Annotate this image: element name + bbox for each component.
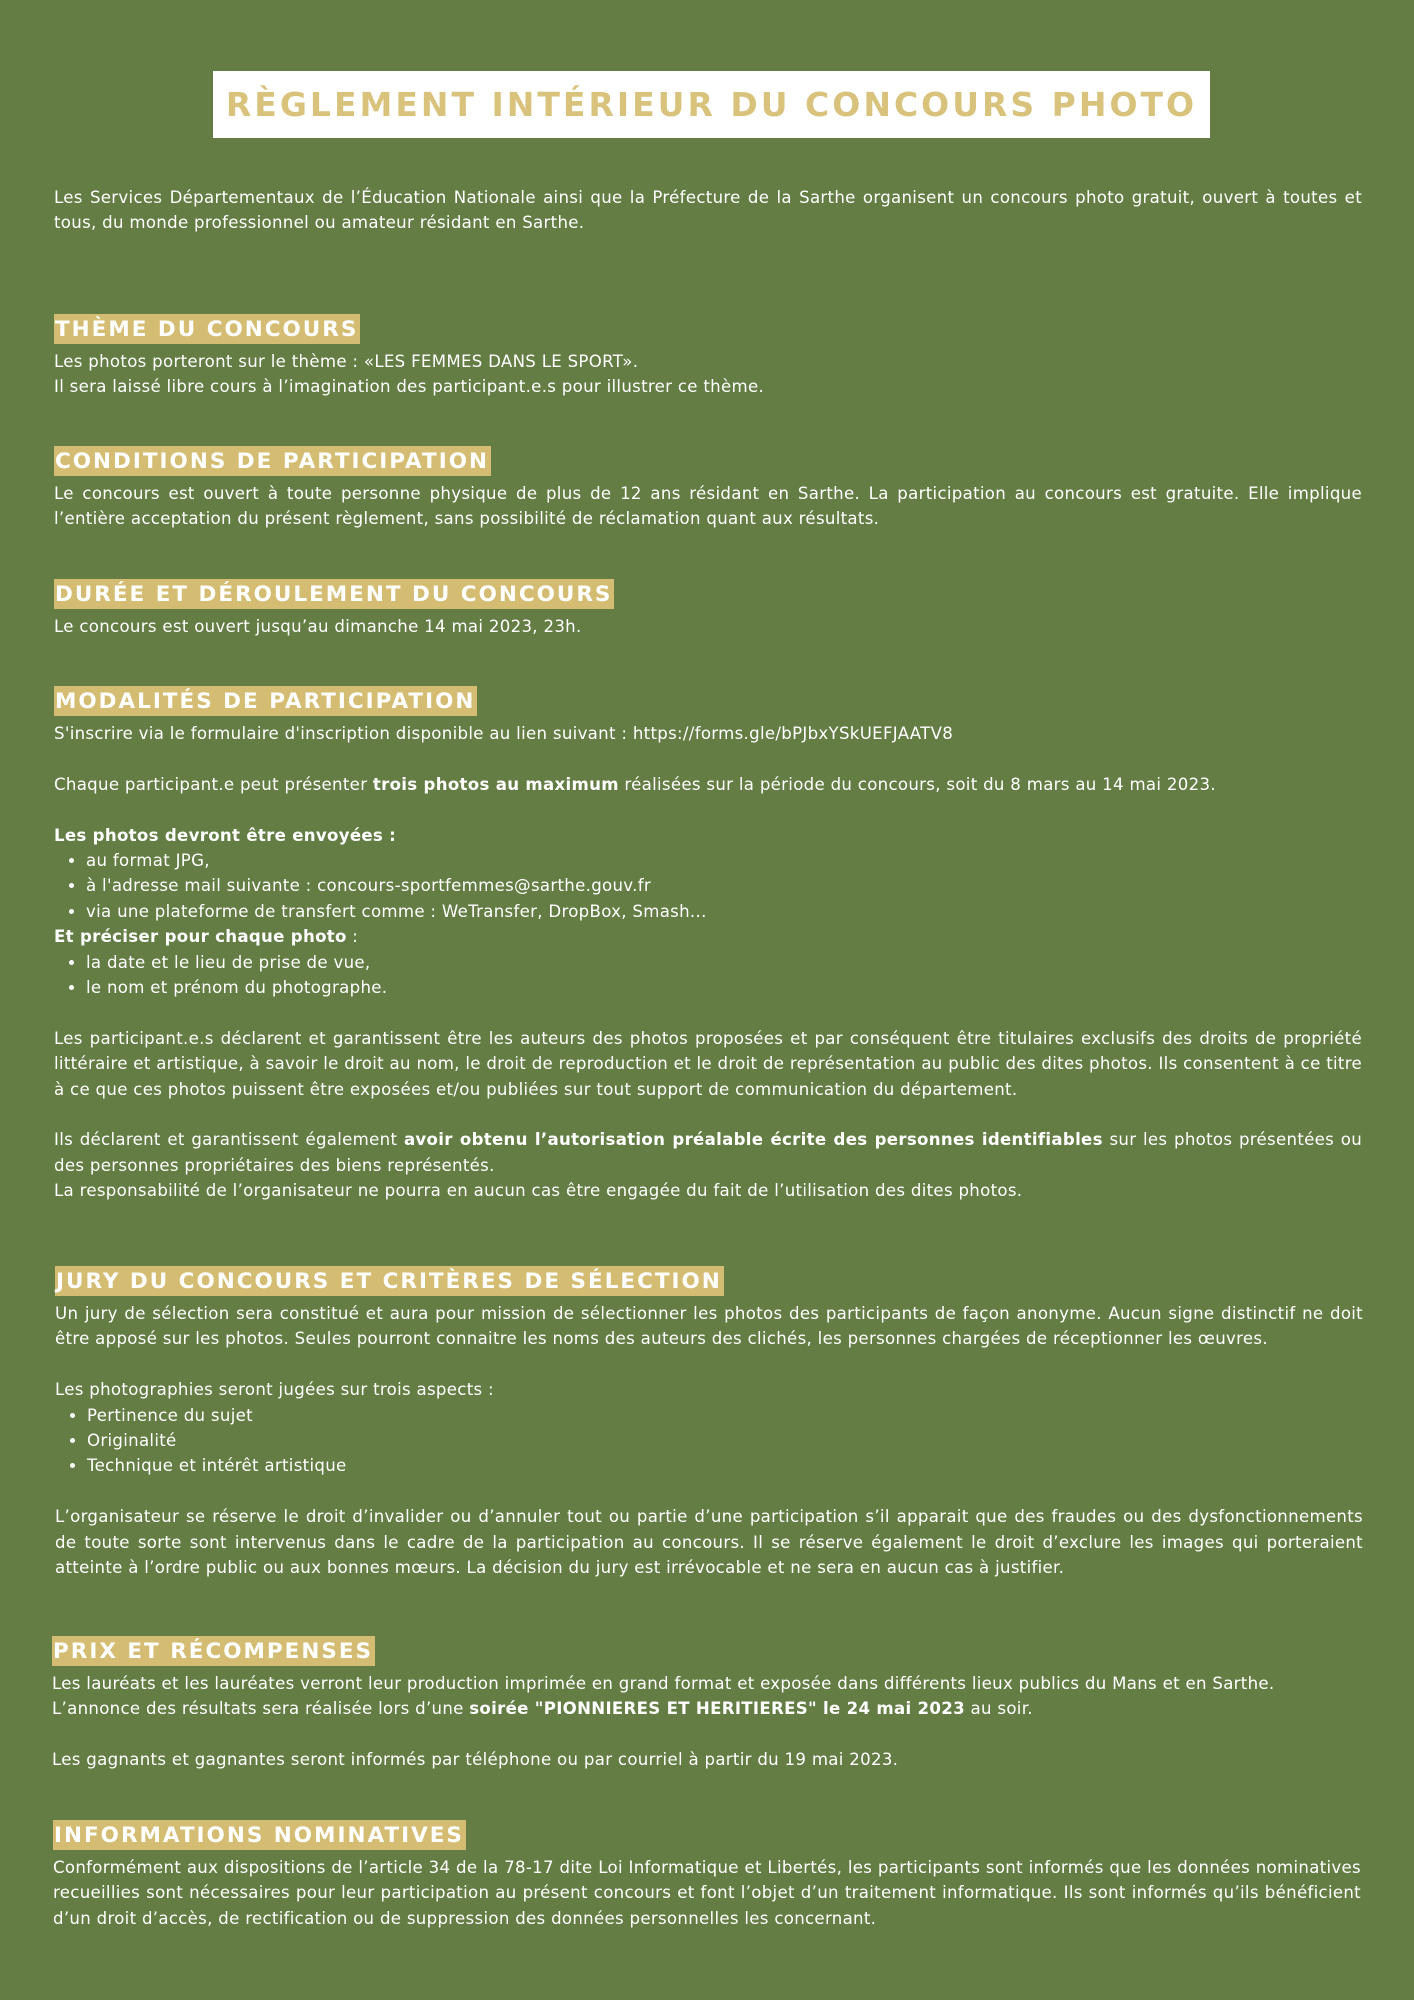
- list-item: • Originalité: [87, 1428, 1363, 1453]
- theme-heading: THÈME DU CONCOURS: [54, 314, 360, 344]
- conditions-heading: CONDITIONS DE PARTICIPATION: [54, 446, 491, 476]
- photo-count-text: Chaque participant.e peut présenter trois photos au maximum réalisées sur la période du concours, soit du 8 mars au 14 mai 2023.: [54, 774, 1216, 794]
- send-list: [54, 848, 1362, 924]
- duration-heading: DURÉE ET DÉROULEMENT DU CONCOURS: [54, 579, 614, 609]
- list-item: • via une plateforme de transfert comme : WeTransfer, DropBox, Smash...: [86, 899, 1362, 924]
- conditions-text: Le concours est ouvert à toute personne physique de plus de 12 ans résidant en Sarthe. La participation au concours est gratuite. Elle implique l’entière acceptation du présent règlement, sans possibilité de réclamation quant aux résultats.: [54, 484, 1362, 529]
- theme-section: [54, 314, 1362, 400]
- list-item: • Technique et intérêt artistique: [87, 1453, 1363, 1478]
- liability-text: La responsabilité de l’organisateur ne pourra en aucun cas être engagée du fait de l’utilisation des dites photos.: [54, 1181, 1023, 1201]
- prizes-line-1: Les lauréats et les lauréates verront leur production imprimée en grand format et exposée dans différents lieux publics du Mans et en Sarthe.: [52, 1674, 1275, 1693]
- rights-text: Les participant.e.s déclarent et garantissent être les auteurs des photos proposées et par conséquent être titulaires exclusifs des droits de propriété littéraire et artistique, à savoir le droit au nom, le droit de reproduction et le droit de représentation au public des dites photos. Ils consentent à ce titre à ce que ces photos puissent être exposées et/ou publiées sur tout support de communication du département.: [54, 1028, 1362, 1099]
- jury-heading: JURY DU CONCOURS ET CRITÈRES DE SÉLECTION: [55, 1266, 724, 1296]
- list-item: • au format JPG,: [86, 848, 1362, 873]
- title-banner: [213, 71, 1210, 138]
- conditions-section: [54, 446, 1362, 532]
- criteria-intro: Les photographies seront jugées sur trois aspects :: [55, 1380, 494, 1400]
- privacy-text: Conformément aux dispositions de l’article 34 de la 78-17 dite Loi Informatique et Libertés, les participants sont informés que les données nominatives recueillies sont nécessaires pour leur participation au présent concours et font l’objet d’un traitement informatique. Ils sont informés qu’ils bénéficient d’un droit d’accès, de rectification ou de suppression des données personnelles les concernant.: [53, 1858, 1361, 1928]
- intro-section: [54, 185, 1362, 236]
- send-heading: Les photos devront être envoyées :: [54, 825, 397, 845]
- prizes-section: [52, 1636, 1360, 1773]
- page-title: RÈGLEMENT INTÉRIEUR DU CONCOURS PHOTO: [225, 85, 1198, 124]
- specify-heading: Et préciser pour chaque photo :: [54, 927, 359, 947]
- list-item: • à l'adresse mail suivante : concours-sportfemmes@sarthe.gouv.fr: [86, 873, 1362, 898]
- intro-text: Les Services Départementaux de l’Éducation Nationale ainsi que la Préfecture de la Sarthe organisent un concours photo gratuit, ouvert à toutes et tous, du monde professionnel ou amateur résidant en Sarthe.: [54, 188, 1362, 233]
- modalities-heading: MODALITÉS DE PARTICIPATION: [54, 686, 477, 716]
- duration-section: [54, 579, 1362, 639]
- reserve-text: L’organisateur se réserve le droit d’invalider ou d’annuler tout ou partie d’une participation s’il apparait que des fraudes ou des dysfonctionnements de toute sorte sont intervenus dans le cadre de la participation au concours. Il se réserve également le droit d’exclure les images qui porteraient atteinte à l’ordre public ou aux bonnes mœurs. La décision du jury est irrévocable et ne sera en aucun cas à justifier.: [55, 1507, 1363, 1578]
- privacy-heading: INFORMATIONS NOMINATIVES: [53, 1820, 466, 1850]
- authorization-text: Ils déclarent et garantissent également avoir obtenu l’autorisation préalable écrite des personnes identifiables sur les photos présentées ou des personnes propriétaires des biens représentés.: [54, 1130, 1363, 1175]
- register-text: S'inscrire via le formulaire d'inscription disponible au lien suivant : https://forms.gle/bPJbxYSkUEFJAATV8: [54, 724, 954, 743]
- theme-line-2: Il sera laissé libre cours à l’imagination des participant.e.s pour illustrer ce thème.: [54, 377, 765, 397]
- privacy-section: [53, 1820, 1361, 1931]
- jury-text: Un jury de sélection sera constitué et aura pour mission de sélectionner les photos des participants de façon anonyme. Aucun signe distinctif ne doit être apposé sur les photos. Seules pourront connaitre les noms des auteurs des clichés, les personnes chargées de réceptionner les œuvres.: [55, 1304, 1363, 1349]
- criteria-list: [55, 1403, 1363, 1479]
- theme-line-1: Les photos porteront sur le thème : «LES FEMMES DANS LE SPORT».: [54, 352, 639, 371]
- specify-list: [54, 950, 1362, 1001]
- announcement-text: L’annonce des résultats sera réalisée lors d’une soirée "PIONNIERES ET HERITIERES" le 24 mai 2023 au soir.: [52, 1699, 1033, 1719]
- jury-section: [55, 1266, 1363, 1580]
- modalities-section: [54, 686, 1362, 1204]
- list-item: • la date et le lieu de prise de vue,: [86, 950, 1362, 975]
- notify-text: Les gagnants et gagnantes seront informés par téléphone ou par courriel à partir du 19 mai 2023.: [52, 1750, 899, 1770]
- duration-text: Le concours est ouvert jusqu’au dimanche 14 mai 2023, 23h.: [54, 617, 582, 636]
- list-item: • le nom et prénom du photographe.: [86, 975, 1362, 1000]
- prizes-heading: PRIX ET RÉCOMPENSES: [52, 1636, 375, 1666]
- list-item: • Pertinence du sujet: [87, 1403, 1363, 1428]
